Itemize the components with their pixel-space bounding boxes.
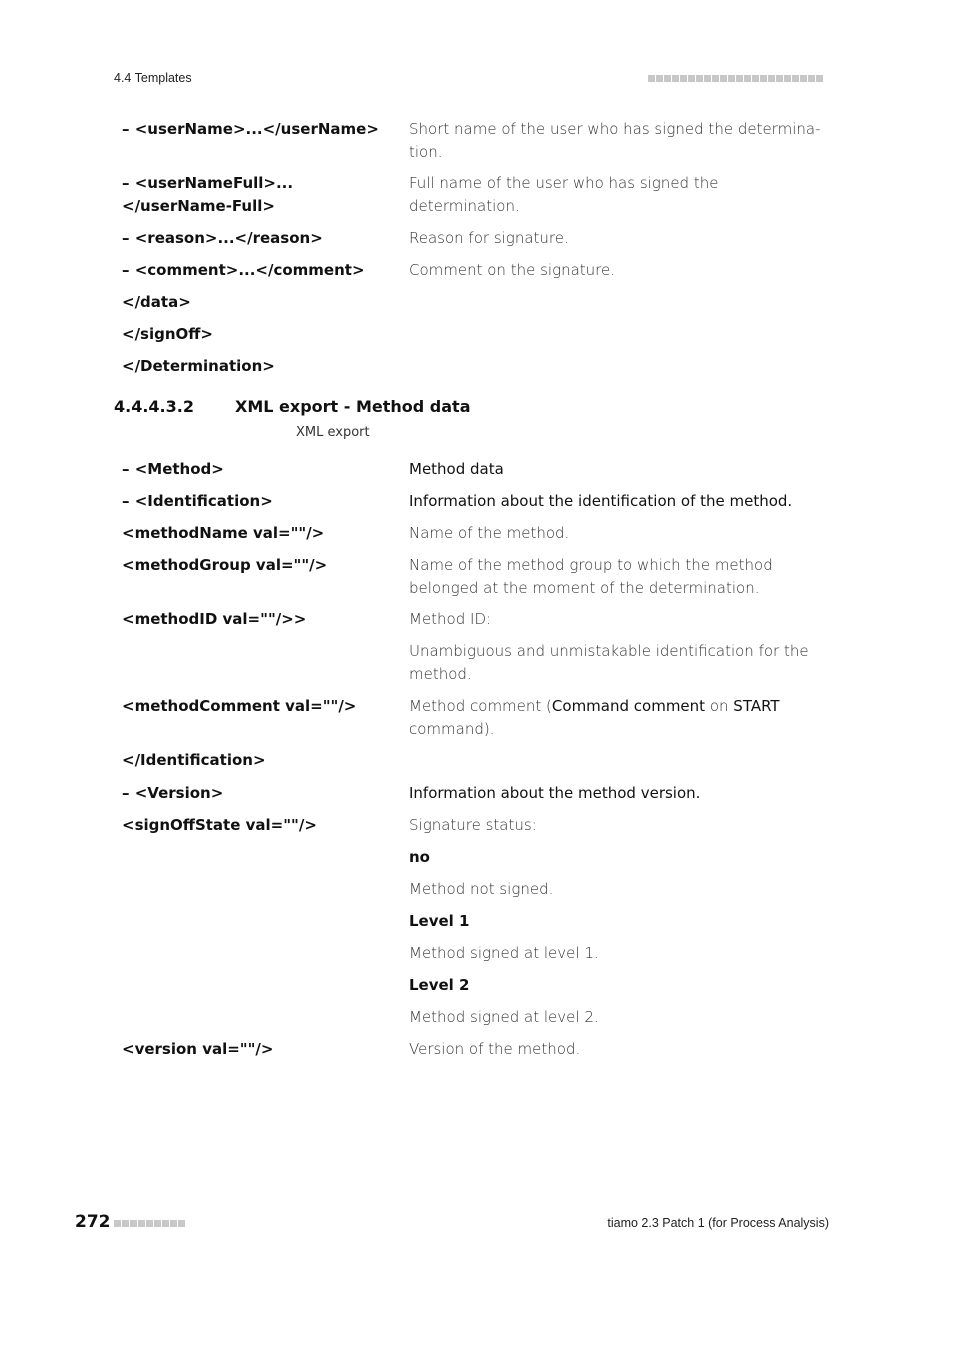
description: Version of the method. xyxy=(409,1040,581,1058)
term: – <userNameFull>...</userName-Full> xyxy=(122,174,294,215)
ui-term-start: START xyxy=(733,697,780,715)
description: Short name of the user who has signed the determina-tion. xyxy=(409,120,821,161)
description: Unambiguous and unmistakable identification for the method. xyxy=(409,642,809,683)
term: </data> xyxy=(122,293,191,311)
description: Method ID: xyxy=(409,610,492,628)
term: <methodID val=""/>> xyxy=(122,610,307,628)
term: – <Version> xyxy=(122,784,224,802)
term: <signOffState val=""/> xyxy=(122,816,317,834)
description xyxy=(409,695,824,740)
description: Name of the method. xyxy=(409,524,570,542)
term: – <Method> xyxy=(122,460,224,478)
term: <methodGroup val=""/> xyxy=(122,556,328,574)
description: Method not signed. xyxy=(409,880,554,898)
term: <methodName val=""/> xyxy=(122,524,325,542)
term: <version val=""/> xyxy=(122,1040,274,1058)
ui-term-command-comment: Command comment xyxy=(551,697,706,715)
description: Signature status: xyxy=(409,816,537,834)
term: </Identification> xyxy=(122,751,266,769)
running-header-section: 4.4 Templates xyxy=(114,71,192,85)
description: Information about the identification of the method. xyxy=(409,492,793,510)
description: Reason for signature. xyxy=(409,229,569,247)
page-number: 272 xyxy=(75,1212,111,1232)
value-label: no xyxy=(409,848,430,866)
desc-text: Method comment ( xyxy=(409,697,552,715)
header-decoration xyxy=(648,75,823,82)
footer-decoration xyxy=(114,1220,185,1227)
section-caption: XML export xyxy=(296,425,370,440)
description: Method signed at level 2. xyxy=(409,1008,599,1026)
desc-text: on xyxy=(705,697,734,715)
term: – <comment>...</comment> xyxy=(122,261,365,279)
value-label: Level 2 xyxy=(409,976,470,994)
description: Information about the method version. xyxy=(409,784,701,802)
term: <methodComment val=""/> xyxy=(122,697,357,715)
section-title: XML export - Method data xyxy=(235,397,471,416)
term: </Determination> xyxy=(122,357,275,375)
term: </signOff> xyxy=(122,325,214,343)
description: Name of the method group to which the method belonged at the moment of the determination. xyxy=(409,556,773,597)
description: Method signed at level 1. xyxy=(409,944,599,962)
desc-text: command). xyxy=(409,719,495,738)
section-number: 4.4.4.3.2 xyxy=(114,397,194,416)
description: Full name of the user who has signed the determination. xyxy=(409,174,719,215)
value-label: Level 1 xyxy=(409,912,470,930)
description: Method data xyxy=(409,460,504,478)
description: Comment on the signature. xyxy=(409,261,616,279)
term: – <userName>...</userName> xyxy=(122,120,379,138)
term: – <Identification> xyxy=(122,492,273,510)
footer-product: tiamo 2.3 Patch 1 (for Process Analysis) xyxy=(607,1216,829,1230)
term: – <reason>...</reason> xyxy=(122,229,323,247)
